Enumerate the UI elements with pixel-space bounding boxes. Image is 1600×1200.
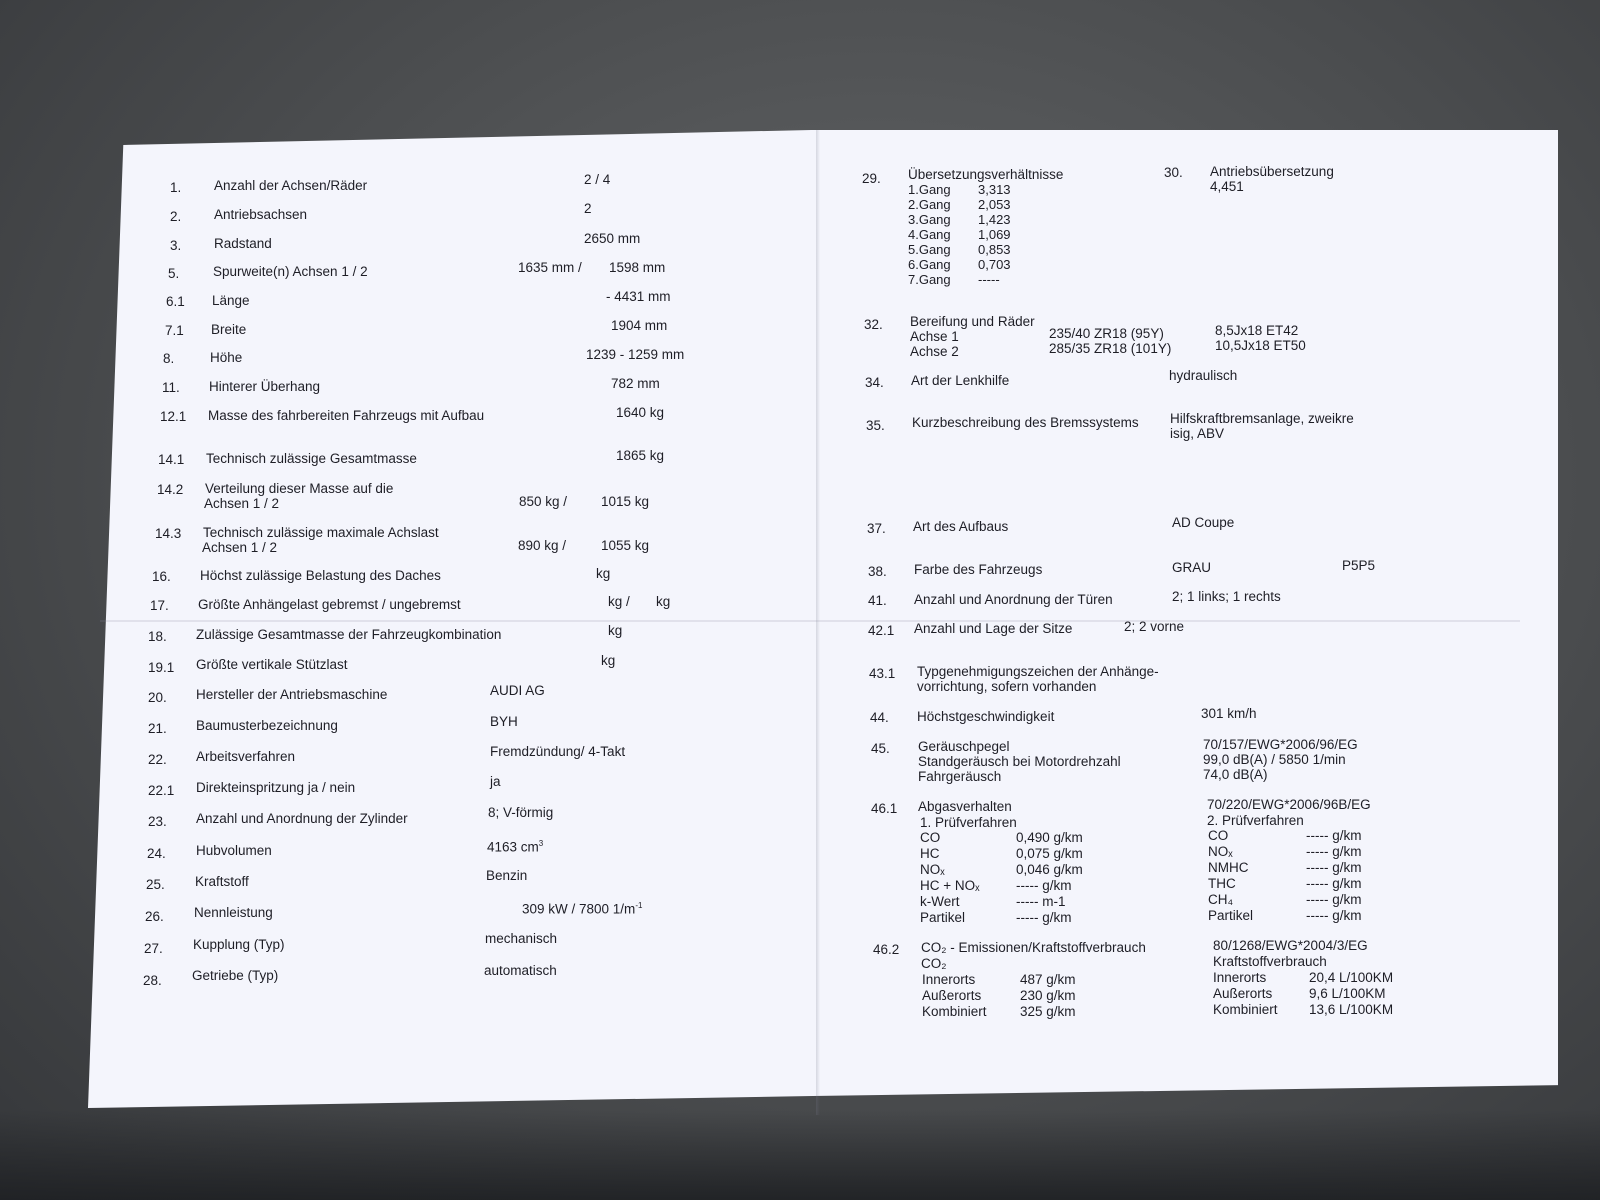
emission-row: CH₄ ----- g/km [1208,892,1362,907]
row-number: 14.3 [155,526,182,541]
row-number: 46.1 [871,801,898,816]
row-number: 22.1 [148,783,175,798]
emission-norm: 80/1268/EWG*2004/3/EG [1213,938,1368,953]
row-label: Geräuschpegel [918,739,1010,754]
co2-row: Kombiniert 325 g/km [922,1004,1076,1019]
row-label: Höhe [210,350,243,365]
row-number: 21. [148,721,167,736]
axle-label: Achse 1 [910,329,959,344]
row-number: 14.1 [158,452,185,467]
wheel-size: 10,5Jx18 ET50 [1215,338,1306,353]
row-label: Antriebsübersetzung [1210,164,1334,179]
row-number: 1. [170,180,182,195]
row-number: 16. [152,569,171,584]
row-value: 309 kW / 7800 $1/m^{-1}$ [522,901,643,917]
row-value: - 4431 mm [606,289,671,304]
row-number: 17. [150,598,169,613]
row-value: kg [608,623,623,638]
emission-row: NOₓ ----- g/km [1208,844,1362,859]
row-label: Bereifung und Räder [910,314,1035,329]
row-label: Verteilung dieser Masse auf die [205,481,394,496]
row-label: Antriebsachsen [214,207,308,222]
row-number: 12.1 [160,409,187,424]
row-label: Anzahl und Anordnung der Zylinder [196,811,408,826]
row-value: 1239 - 1259 mm [586,347,685,362]
row-label: Breite [211,322,247,337]
row-label: Art der Lenkhilfe [911,373,1010,388]
emission-row: CO ----- g/km [1208,828,1362,843]
row-number: 41. [868,593,887,608]
row-label: Abgasverhalten [918,799,1012,814]
row-value: Hilfskraftbremsanlage, zweikre [1170,411,1354,426]
row-number: 23. [148,814,167,829]
row-label: Anzahl der Achsen/Räder [214,178,368,193]
horizontal-fold [100,620,1520,622]
row-value: 1635 mm / [518,260,582,275]
emission-row: k-Wert ----- m-1 [920,894,1066,909]
row-value-2: 1598 mm [609,260,666,275]
row-value: 782 mm [611,376,660,391]
row-value: 2 [584,201,592,216]
row-label: Größte vertikale Stützlast [196,657,348,672]
emission-row: THC ----- g/km [1208,876,1362,891]
fuel-consumption-label: Kraftstoffverbrauch [1213,954,1327,969]
row-label: Hersteller der Antriebsmaschine [196,687,388,702]
row-number: 25. [146,877,165,892]
row-label: Höchstgeschwindigkeit [917,709,1055,724]
row-value-2: 99,0 dB(A) / 5850 1/min [1203,752,1346,767]
row-number: 11. [162,380,180,395]
row-number: 27. [144,941,163,956]
row-number: 20. [148,690,167,705]
gear-list [908,182,1011,287]
row-number: 42.1 [868,623,895,638]
row-label: Hubvolumen [196,843,272,858]
row-value: kg [596,566,611,581]
row-value: 2650 mm [584,231,641,246]
row-label: Übersetzungsverhältnisse [908,167,1064,182]
row-label-3: Fahrgeräusch [918,769,1002,784]
tyre-size: 235/40 ZR18 (95Y) [1049,326,1164,341]
row-number: 14.2 [157,482,184,497]
row-label: Farbe des Fahrzeugs [914,562,1043,577]
row-number: 18. [148,629,167,644]
row-label-2: Standgeräusch bei Motordrehzahl [918,754,1121,769]
row-value: 1904 mm [611,318,668,333]
co2-list [922,972,1076,1019]
gear-row: 7.Gang ----- [908,272,1000,287]
emission-row: NMHC ----- g/km [1208,860,1362,875]
emission-row: Partikel ----- g/km [1208,908,1362,923]
co2-label: CO₂ [921,956,947,971]
row-value: AUDI AG [490,683,545,698]
row-value: mechanisch [485,931,558,946]
fuel-row: Innerorts 20,4 L/100KM [1213,970,1394,985]
row-value: BYH [490,714,518,729]
row-value: 4,451 [1210,179,1244,194]
row-value-2: 1055 kg [601,538,650,553]
row-number: 30. [1164,165,1183,180]
row-value: hydraulisch [1169,368,1238,383]
row-label: Radstand [214,236,272,251]
row-number: 22. [148,752,167,767]
row-label: Masse des fahrbereiten Fahrzeugs mit Aufbau [208,408,485,423]
row-value: kg / [608,594,630,609]
row-label: Kurzbeschreibung des Bremssystems [912,415,1139,430]
row-value: 2; 1 links; 1 rechts [1172,589,1281,604]
row-label: Arbeitsverfahren [196,749,296,764]
row-label: Getriebe (Typ) [192,968,279,983]
row-label: Typgenehmigungszeichen der Anhänge- [917,664,1159,679]
row-label: Spurweite(n) Achsen 1 / 2 [213,264,368,279]
emission-list-1 [920,830,1083,925]
emission-row: HC 0,075 g/km [920,846,1083,861]
row-label: Direkteinspritzung ja / nein [196,780,356,795]
row-number: 6.1 [166,294,185,309]
emission-row: NOₓ 0,046 g/km [920,862,1083,877]
row-number: 2. [170,209,182,224]
row-label: Größte Anhängelast gebremst / ungebremst [198,597,461,612]
row-label: Anzahl und Anordnung der Türen [914,592,1113,607]
row-label-2: vorrichtung, sofern vorhanden [917,679,1097,694]
row-value: 4163 $cm^3$ [487,839,544,855]
row-value: 301 km/h [1201,706,1257,721]
row-number: 19.1 [148,660,175,675]
row-value: Benzin [486,868,528,883]
gear-row: 3.Gang 1,423 [908,212,1011,227]
row-value: GRAU [1172,560,1212,575]
row-label-2: Achsen 1 / 2 [204,496,280,511]
gear-row: 6.Gang 0,703 [908,257,1011,272]
fuel-list [1213,970,1394,1017]
row-label: Technisch zulässige maximale Achslast [203,525,439,540]
center-fold [816,130,820,1115]
emission-row: Partikel ----- g/km [920,910,1072,925]
row-value: kg [601,653,616,668]
row-number: 43.1 [869,666,896,681]
fuel-row: Außerorts 9,6 L/100KM [1213,986,1386,1001]
row-value: 8; V-förmig [488,805,554,820]
row-label: Art des Aufbaus [913,519,1009,534]
co2-row: Innerorts 487 g/km [922,972,1076,987]
row-value-2: 1015 kg [601,494,650,509]
gear-row: 4.Gang 1,069 [908,227,1011,242]
row-label-2: Achsen 1 / 2 [202,540,278,555]
row-label: Nennleistung [194,905,273,920]
row-number: 35. [866,418,885,433]
row-number: 28. [143,973,162,988]
row-number: 26. [145,909,164,924]
row-label: Technisch zulässige Gesamtmasse [206,451,417,466]
emission-row: CO 0,490 g/km [920,830,1083,845]
emission-list-2 [1208,828,1362,923]
row-value: 70/157/EWG*2006/96/EG [1203,737,1358,752]
row-label: Anzahl und Lage der Sitze [914,621,1073,636]
wheel-size: 8,5Jx18 ET42 [1215,323,1299,338]
dark-surface-band [0,1110,1600,1200]
row-number: 5. [168,266,180,281]
emission-row: HC + NOₓ ----- g/km [920,878,1072,893]
row-value: ja [490,774,501,789]
row-label: CO₂ - Emissionen/Kraftstoffverbrauch [921,940,1146,955]
row-number: 29. [862,171,881,186]
row-number: 45. [871,741,890,756]
tyre-size: 285/35 ZR18 (101Y) [1049,341,1172,356]
row-value-2: isig, ABV [1170,426,1225,441]
row-number: 46.2 [873,942,900,957]
row-number: 8. [163,351,175,366]
row-label: Baumusterbezeichnung [196,718,338,733]
row-label: Höchst zulässige Belastung des Daches [200,568,441,583]
row-value: 2 / 4 [584,172,611,187]
gear-row: 1.Gang 3,313 [908,182,1011,197]
test-procedure: 1. Prüfverfahren [920,815,1017,830]
row-value: 1640 kg [616,405,665,420]
row-value: 1865 kg [616,448,665,463]
row-number: 7.1 [165,323,184,338]
row-value: 2; 2 vorne [1124,619,1185,634]
row-number: 38. [868,564,887,579]
axle-label: Achse 2 [910,344,959,359]
gear-row: 2.Gang 2,053 [908,197,1011,212]
row-value: 850 kg / [519,494,568,509]
color-code: P5P5 [1342,558,1376,573]
row-label: Kraftstoff [195,874,249,889]
row-number: 44. [870,710,889,725]
row-label: Kupplung (Typ) [193,937,285,952]
row-number: 3. [170,238,182,253]
row-number: 32. [864,317,883,332]
row-label: Zulässige Gesamtmasse der Fahrzeugkombination [196,627,502,642]
fuel-row: Kombiniert 13,6 L/100KM [1213,1002,1394,1017]
emission-norm: 70/220/EWG*2006/96B/EG [1207,797,1371,812]
test-procedure: 2. Prüfverfahren [1207,813,1304,828]
row-value-3: 74,0 dB(A) [1203,767,1268,782]
row-label: Hinterer Überhang [209,379,321,394]
row-value: automatisch [484,963,557,978]
row-value: Fremdzündung/ 4-Takt [490,744,626,759]
row-value-2: kg [656,594,671,609]
row-number: 24. [147,846,166,861]
row-label: Länge [212,293,250,308]
gear-row: 5.Gang 0,853 [908,242,1011,257]
co2-row: Außerorts 230 g/km [922,988,1076,1003]
row-number: 37. [867,521,886,536]
row-number: 34. [865,375,884,390]
row-value: AD Coupe [1172,515,1235,530]
row-value: 890 kg / [518,538,567,553]
